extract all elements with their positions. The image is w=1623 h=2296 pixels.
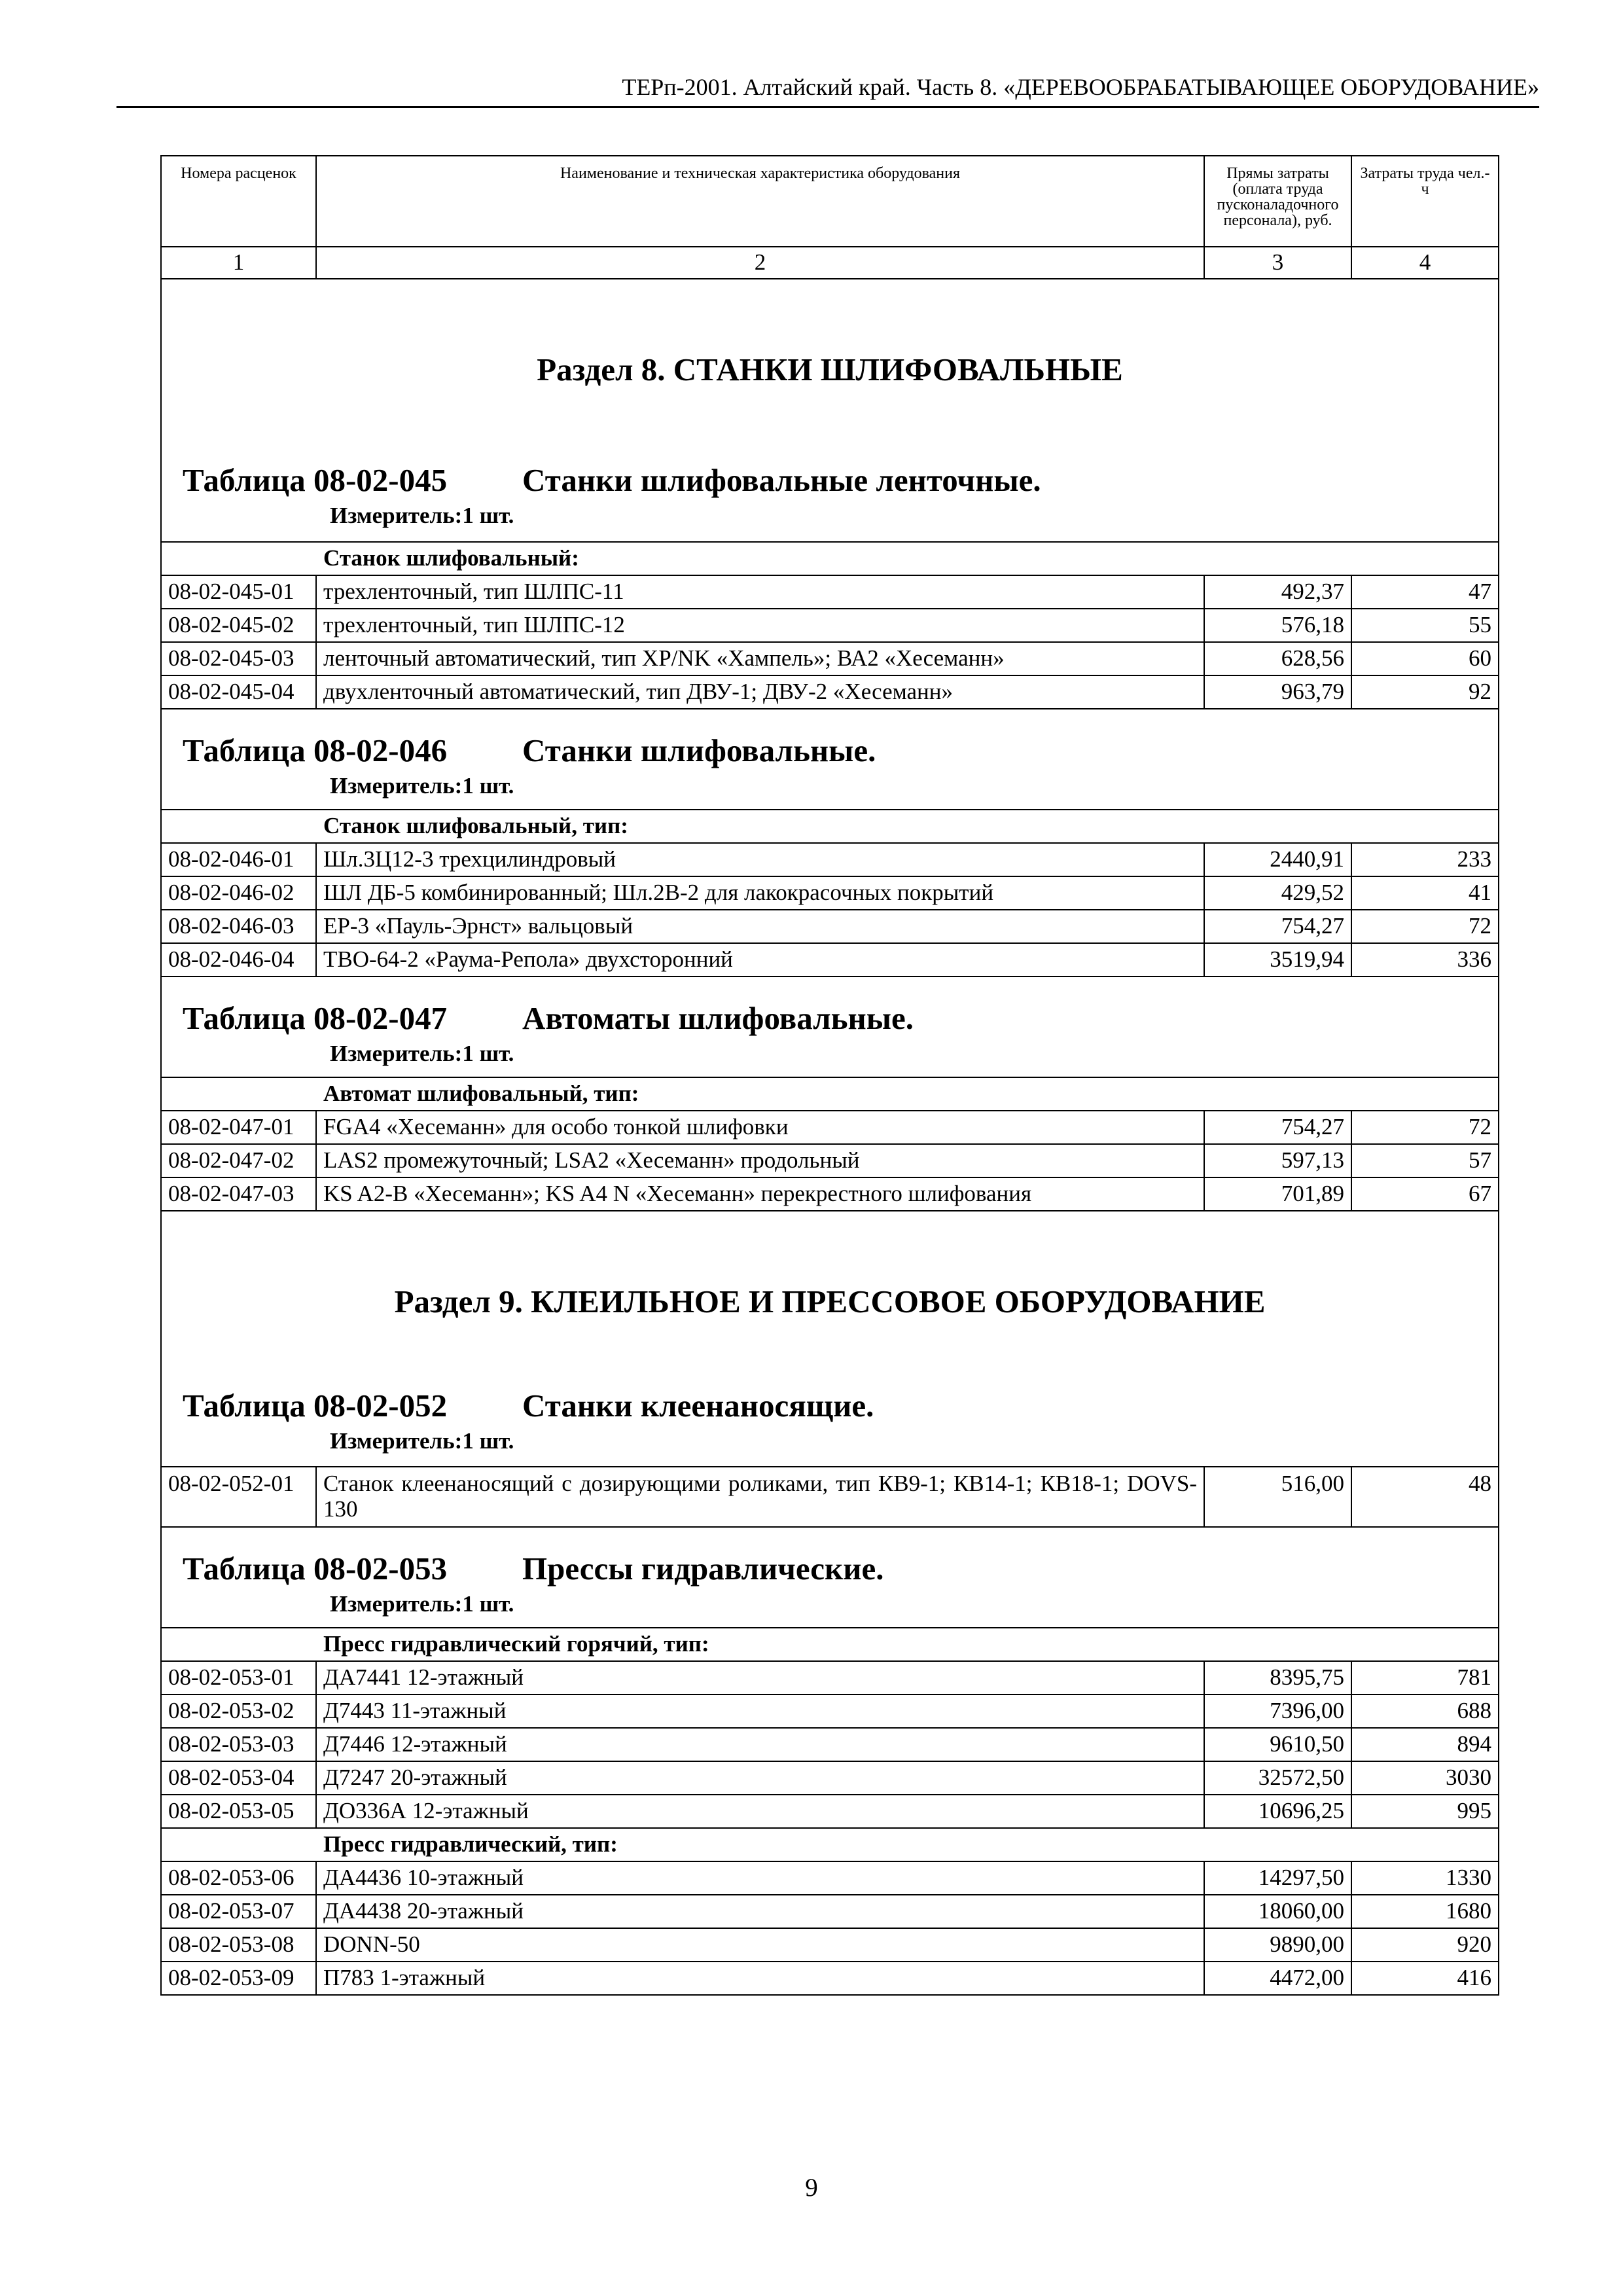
- table-row: [161, 1795, 1499, 1828]
- rate-code: 08-02-045-03: [161, 642, 316, 675]
- rate-cost: 963,79: [1204, 675, 1351, 709]
- measure-unit: Измеритель:1 шт.: [330, 772, 514, 798]
- table-row: [161, 910, 1499, 943]
- table-title: [168, 733, 1491, 774]
- rate-code: 08-02-053-03: [161, 1728, 316, 1761]
- rate-labor: 781: [1351, 1661, 1499, 1695]
- column-number-row: [161, 247, 1499, 279]
- rate-cost: 754,27: [1204, 910, 1351, 943]
- rate-cost: 9610,50: [1204, 1728, 1351, 1761]
- table-row: [161, 1661, 1499, 1695]
- group-heading-row: [161, 810, 1499, 843]
- rate-description: двухленточный автоматический, тип ДВУ-1; ДВУ-2 «Хесеманн»: [316, 675, 1204, 709]
- section-block: [161, 1211, 1499, 1467]
- table-heading-block: [161, 1527, 1499, 1628]
- rate-labor: 41: [1351, 876, 1499, 910]
- group-heading-row: [161, 1828, 1499, 1861]
- rate-description: FGA4 «Хесеманн» для особо тонкой шлифовки: [316, 1111, 1204, 1144]
- table-header-row: [161, 156, 1499, 247]
- rate-code: 08-02-046-03: [161, 910, 316, 943]
- table-title: [168, 463, 1491, 503]
- rate-description: Д7446 12-этажный: [316, 1728, 1204, 1761]
- rate-code: 08-02-053-09: [161, 1962, 316, 1995]
- col-number: 2: [316, 247, 1204, 279]
- col-header-codes: Номера расценок: [161, 156, 316, 247]
- measure-unit: Измеритель:1 шт.: [330, 1427, 514, 1454]
- rate-description: ШЛ ДБ-5 комбинированный; Шл.2В-2 для лакокрасочных покрытий: [316, 876, 1204, 910]
- rate-cost: 32572,50: [1204, 1761, 1351, 1795]
- table-title: [168, 1551, 1491, 1592]
- rate-labor: 688: [1351, 1695, 1499, 1728]
- table-row: [161, 1177, 1499, 1211]
- rate-code: 08-02-047-02: [161, 1144, 316, 1177]
- rate-cost: 8395,75: [1204, 1661, 1351, 1695]
- table-row: [161, 609, 1499, 642]
- rate-labor: 47: [1351, 575, 1499, 609]
- rate-labor: 416: [1351, 1962, 1499, 1995]
- rate-cost: 429,52: [1204, 876, 1351, 910]
- col-number: 3: [1204, 247, 1351, 279]
- rate-description: Д7247 20-этажный: [316, 1761, 1204, 1795]
- rate-labor: 995: [1351, 1795, 1499, 1828]
- rate-code: 08-02-053-01: [161, 1661, 316, 1695]
- table-row: [161, 943, 1499, 977]
- rate-cost: 492,37: [1204, 575, 1351, 609]
- rate-cost: 9890,00: [1204, 1928, 1351, 1962]
- rates-table: [160, 155, 1499, 1996]
- table-name: Станки клеенаносящие.: [522, 1387, 874, 1424]
- table-row: [161, 876, 1499, 910]
- group-heading-row: [161, 1628, 1499, 1661]
- group-heading-row: [161, 542, 1499, 575]
- rate-code: 08-02-045-02: [161, 609, 316, 642]
- rate-cost: 597,13: [1204, 1144, 1351, 1177]
- rate-code: 08-02-053-07: [161, 1895, 316, 1928]
- group-heading: Станок шлифовальный:: [161, 542, 1499, 575]
- page-number: 9: [805, 2174, 818, 2202]
- rate-labor: 60: [1351, 642, 1499, 675]
- rate-labor: 92: [1351, 675, 1499, 709]
- group-heading: Пресс гидравлический горячий, тип:: [161, 1628, 1499, 1661]
- rate-description: ДО336А 12-этажный: [316, 1795, 1204, 1828]
- rate-code: 08-02-047-01: [161, 1111, 316, 1144]
- table-code: Таблица 08-02-052: [183, 1387, 448, 1424]
- rate-labor: 72: [1351, 1111, 1499, 1144]
- rate-labor: 48: [1351, 1467, 1499, 1527]
- rate-description: ДА4436 10-этажный: [316, 1861, 1204, 1895]
- table-row: [161, 675, 1499, 709]
- rate-description: ленточный автоматический, тип ХР/NK «Хампель»; ВА2 «Хесеманн»: [316, 642, 1204, 675]
- rate-description: Д7443 11-этажный: [316, 1695, 1204, 1728]
- table-heading-block: [161, 977, 1499, 1077]
- table-row: [161, 1695, 1499, 1728]
- rate-cost: 576,18: [1204, 609, 1351, 642]
- rate-labor: 55: [1351, 609, 1499, 642]
- rate-cost: 701,89: [1204, 1177, 1351, 1211]
- table-name: Прессы гидравлические.: [522, 1550, 884, 1587]
- rate-description: ДА4438 20-этажный: [316, 1895, 1204, 1928]
- table-heading-block: [161, 709, 1499, 810]
- table-row: [161, 1895, 1499, 1928]
- table-row: [161, 843, 1499, 876]
- rate-cost: 516,00: [1204, 1467, 1351, 1527]
- rate-code: 08-02-053-08: [161, 1928, 316, 1962]
- rate-cost: 2440,91: [1204, 843, 1351, 876]
- rate-cost: 7396,00: [1204, 1695, 1351, 1728]
- table-row: [161, 1144, 1499, 1177]
- rate-cost: 10696,25: [1204, 1795, 1351, 1828]
- rate-cost: 18060,00: [1204, 1895, 1351, 1928]
- rate-labor: 67: [1351, 1177, 1499, 1211]
- table-name: Автоматы шлифовальные.: [522, 999, 914, 1036]
- rate-labor: 894: [1351, 1728, 1499, 1761]
- rate-code: 08-02-053-04: [161, 1761, 316, 1795]
- rate-description: ДА7441 12-этажный: [316, 1661, 1204, 1695]
- rate-code: 08-02-046-02: [161, 876, 316, 910]
- section-title: Раздел 8. СТАНКИ ШЛИФОВАЛЬНЫЕ: [537, 351, 1123, 388]
- rate-labor: 920: [1351, 1928, 1499, 1962]
- table-row: [161, 1111, 1499, 1144]
- rate-description: DONN-50: [316, 1928, 1204, 1962]
- rate-labor: 336: [1351, 943, 1499, 977]
- table-name: Станки шлифовальные ленточные.: [522, 462, 1041, 499]
- table-code: Таблица 08-02-046: [183, 732, 448, 768]
- table-row: [161, 1861, 1499, 1895]
- rate-cost: 14297,50: [1204, 1861, 1351, 1895]
- rate-description: трехленточный, тип ШЛПС-11: [316, 575, 1204, 609]
- rate-description: KS A2-B «Хесеманн»; KS A4 N «Хесеманн» перекрестного шлифования: [316, 1177, 1204, 1211]
- table-row: [161, 1467, 1499, 1527]
- col-number: 4: [1351, 247, 1499, 279]
- table-row: [161, 1928, 1499, 1962]
- section-block: [161, 279, 1499, 542]
- rate-code: 08-02-053-05: [161, 1795, 316, 1828]
- rate-labor: 1680: [1351, 1895, 1499, 1928]
- rate-cost: 628,56: [1204, 642, 1351, 675]
- table-title: [168, 1001, 1491, 1041]
- section-title: Раздел 9. КЛЕИЛЬНОЕ И ПРЕССОВОЕ ОБОРУДОВАНИЕ: [394, 1283, 1266, 1319]
- rate-cost: 754,27: [1204, 1111, 1351, 1144]
- table-title: [168, 1388, 1491, 1429]
- rate-description: трехленточный, тип ШЛПС-12: [316, 609, 1204, 642]
- rate-code: 08-02-045-04: [161, 675, 316, 709]
- measure-unit: Измеритель:1 шт.: [330, 1590, 514, 1617]
- rate-code: 08-02-053-02: [161, 1695, 316, 1728]
- rate-cost: 4472,00: [1204, 1962, 1351, 1995]
- header-rule: [116, 106, 1539, 108]
- rate-code: 08-02-046-01: [161, 843, 316, 876]
- col-number: 1: [161, 247, 316, 279]
- rate-description: LAS2 промежуточный; LSA2 «Хесеманн» продольный: [316, 1144, 1204, 1177]
- rate-code: 08-02-046-04: [161, 943, 316, 977]
- group-heading: Пресс гидравлический, тип:: [161, 1828, 1499, 1861]
- group-heading: Автомат шлифовальный, тип:: [161, 1077, 1499, 1111]
- table-row: [161, 1761, 1499, 1795]
- rate-cost: 3519,94: [1204, 943, 1351, 977]
- table-code: Таблица 08-02-053: [183, 1550, 448, 1587]
- rate-description: ЕР-3 «Пауль-Эрнст» вальцовый: [316, 910, 1204, 943]
- rate-code: 08-02-053-06: [161, 1861, 316, 1895]
- table-row: [161, 575, 1499, 609]
- rate-description: П783 1-этажный: [316, 1962, 1204, 1995]
- rate-labor: 57: [1351, 1144, 1499, 1177]
- rate-labor: 1330: [1351, 1861, 1499, 1895]
- running-header: ТЕРп-2001. Алтайский край. Часть 8. «ДЕРЕВООБРАБАТЫВАЮЩЕЕ ОБОРУДОВАНИЕ»: [622, 74, 1539, 100]
- table-code: Таблица 08-02-045: [183, 462, 448, 499]
- group-heading-row: [161, 1077, 1499, 1111]
- measure-unit: Измеритель:1 шт.: [330, 503, 514, 529]
- rate-description: ТВО-64-2 «Раума-Репола» двухсторонний: [316, 943, 1204, 977]
- col-header-description: Наименование и техническая характеристика оборудования: [316, 156, 1204, 247]
- col-header-labor: Затраты труда чел.-ч: [1351, 156, 1499, 247]
- table-code: Таблица 08-02-047: [183, 999, 448, 1036]
- rate-code: 08-02-047-03: [161, 1177, 316, 1211]
- table-row: [161, 1962, 1499, 1995]
- rate-labor: 72: [1351, 910, 1499, 943]
- rate-description: Станок клеенаносящий с дозирующими роликами, тип КВ9-1; КВ14-1; КВ18-1; DOVS-130: [316, 1467, 1204, 1527]
- rate-description: Шл.3Ц12-3 трехцилиндровый: [316, 843, 1204, 876]
- rate-labor: 3030: [1351, 1761, 1499, 1795]
- table-row: [161, 1728, 1499, 1761]
- group-heading: Станок шлифовальный, тип:: [161, 810, 1499, 843]
- measure-unit: Измеритель:1 шт.: [330, 1040, 514, 1066]
- rate-labor: 233: [1351, 843, 1499, 876]
- col-header-direct-costs: Прямы затраты (оплата труда пусконаладочного персонала), руб.: [1204, 156, 1351, 247]
- rate-code: 08-02-052-01: [161, 1467, 316, 1527]
- table-name: Станки шлифовальные.: [522, 732, 876, 768]
- rate-code: 08-02-045-01: [161, 575, 316, 609]
- table-row: [161, 642, 1499, 675]
